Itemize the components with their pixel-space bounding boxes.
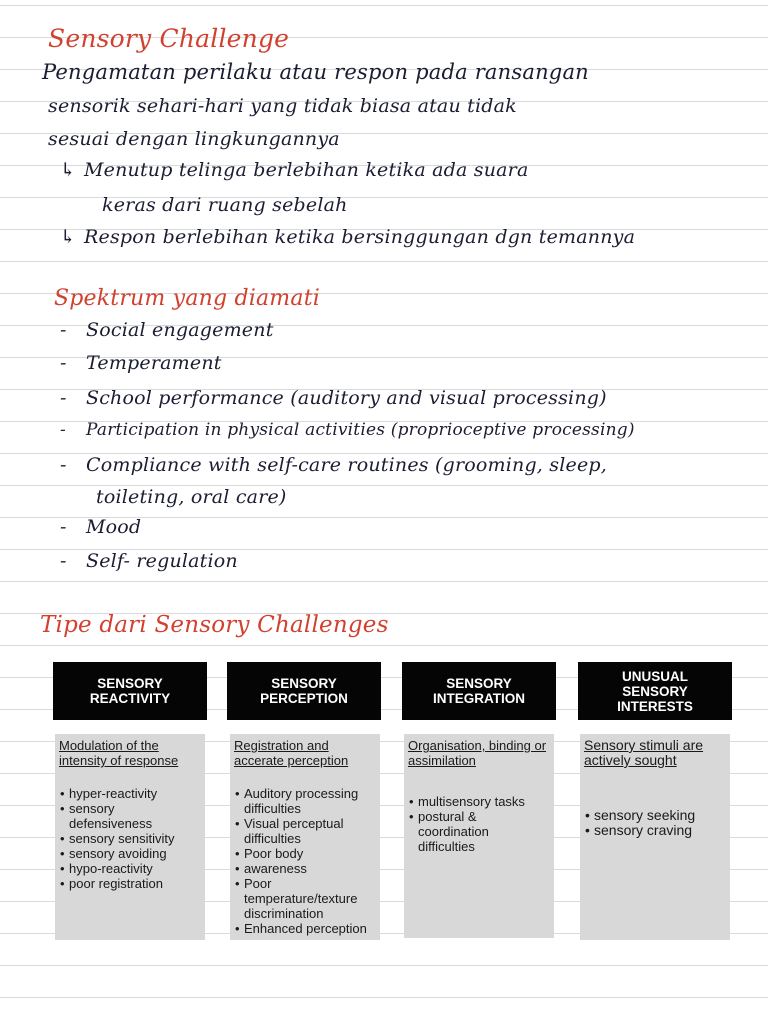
spectrum-item: - Participation in physical activities (proprioceptive processing) [60,420,635,440]
arrow-icon: ↳ [60,226,77,248]
unusual-sensory-interests-header: UNUSUAL SENSORY INTERESTS [578,662,732,720]
spectrum-item: - Temperament [60,352,222,374]
definition-line-3: sesuai dengan lingkungannya [48,128,340,150]
spectrum-item-text: School performance (auditory and visual processing) [86,387,607,409]
list-item: • Enhanced perception [244,921,376,936]
example-1-line-1: Menutup telinga berlebihan ketika ada suara [84,159,529,181]
card-list [584,808,726,838]
list-item: • hyper-reactivity [69,786,201,801]
list-item: • sensory craving [594,823,726,838]
card-title: Sensory stimuli are actively sought [584,737,704,768]
sensory-reactivity-card [55,734,205,940]
list-item: • Visual perceptual difficulties [244,816,362,846]
list-item: • hypo-reactivity [69,861,201,876]
list-item: • Poor body [244,846,376,861]
sensory-reactivity-header: SENSORY REACTIVITY [53,662,207,720]
spectrum-item: - School performance (auditory and visual processing) [60,387,607,409]
spectrum-item-continued: toileting, oral care) [96,486,287,508]
list-item: • poor registration [69,876,201,891]
spectrum-item-text: Mood [86,516,142,538]
spectrum-item-text: Social engagement [86,319,274,341]
card-list [59,786,201,891]
list-item: • sensory sensitivity [69,831,201,846]
definition-line-2: sensorik sehari-hari yang tidak biasa atau tidak [48,95,517,117]
spectrum-item: - Social engagement [60,319,274,341]
card-title: Registration and accerate perception [234,738,349,768]
spectrum-item-text: Self- regulation [86,550,238,572]
example-2 [60,226,635,248]
list-item: • sensory avoiding [69,846,201,861]
example-1-line-2: keras dari ruang sebelah [102,194,348,216]
example-1 [60,159,528,181]
sensory-challenge-heading: Sensory Challenge [48,24,290,53]
list-item: • sensory defensiveness [69,801,179,831]
example-2-line-1: Respon berlebihan ketika bersinggungan dgn temannya [84,226,636,248]
spectrum-item: - Compliance with self-care routines (grooming, sleep, [60,454,607,476]
definition-line-1: Pengamatan perilaku atau respon pada ransangan [42,60,589,84]
unusual-sensory-interests-card [580,734,730,940]
spectrum-item: - Mood [60,516,142,538]
list-item: • postural & coordination difficulties [418,809,526,854]
card-list [408,794,550,854]
spectrum-item: - Self- regulation [60,550,238,572]
list-item: • multisensory tasks [418,794,550,809]
sensory-perception-header: SENSORY PERCEPTION [227,662,381,720]
list-item: • Auditory processing difficulties [244,786,376,816]
spectrum-heading: Spektrum yang diamati [54,286,320,311]
spectrum-item-text: Participation in physical activities (proprioceptive processing) [86,420,635,440]
arrow-icon: ↳ [60,159,77,181]
card-list [234,786,376,936]
spectrum-item-text: Compliance with self-care routines (grooming, sleep, [86,454,607,476]
list-item: • awareness [244,861,376,876]
card-title: Modulation of the intensity of response [59,738,179,768]
card-title: Organisation, binding or assimilation [408,738,547,768]
sensory-integration-card [404,734,554,938]
types-heading: Tipe dari Sensory Challenges [40,612,389,638]
sensory-integration-header: SENSORY INTEGRATION [402,662,556,720]
sensory-perception-card [230,734,380,940]
spectrum-item-text: Temperament [86,352,222,374]
list-item: • Poor temperature/texture discrimination [244,876,376,921]
list-item: • sensory seeking [594,808,726,823]
